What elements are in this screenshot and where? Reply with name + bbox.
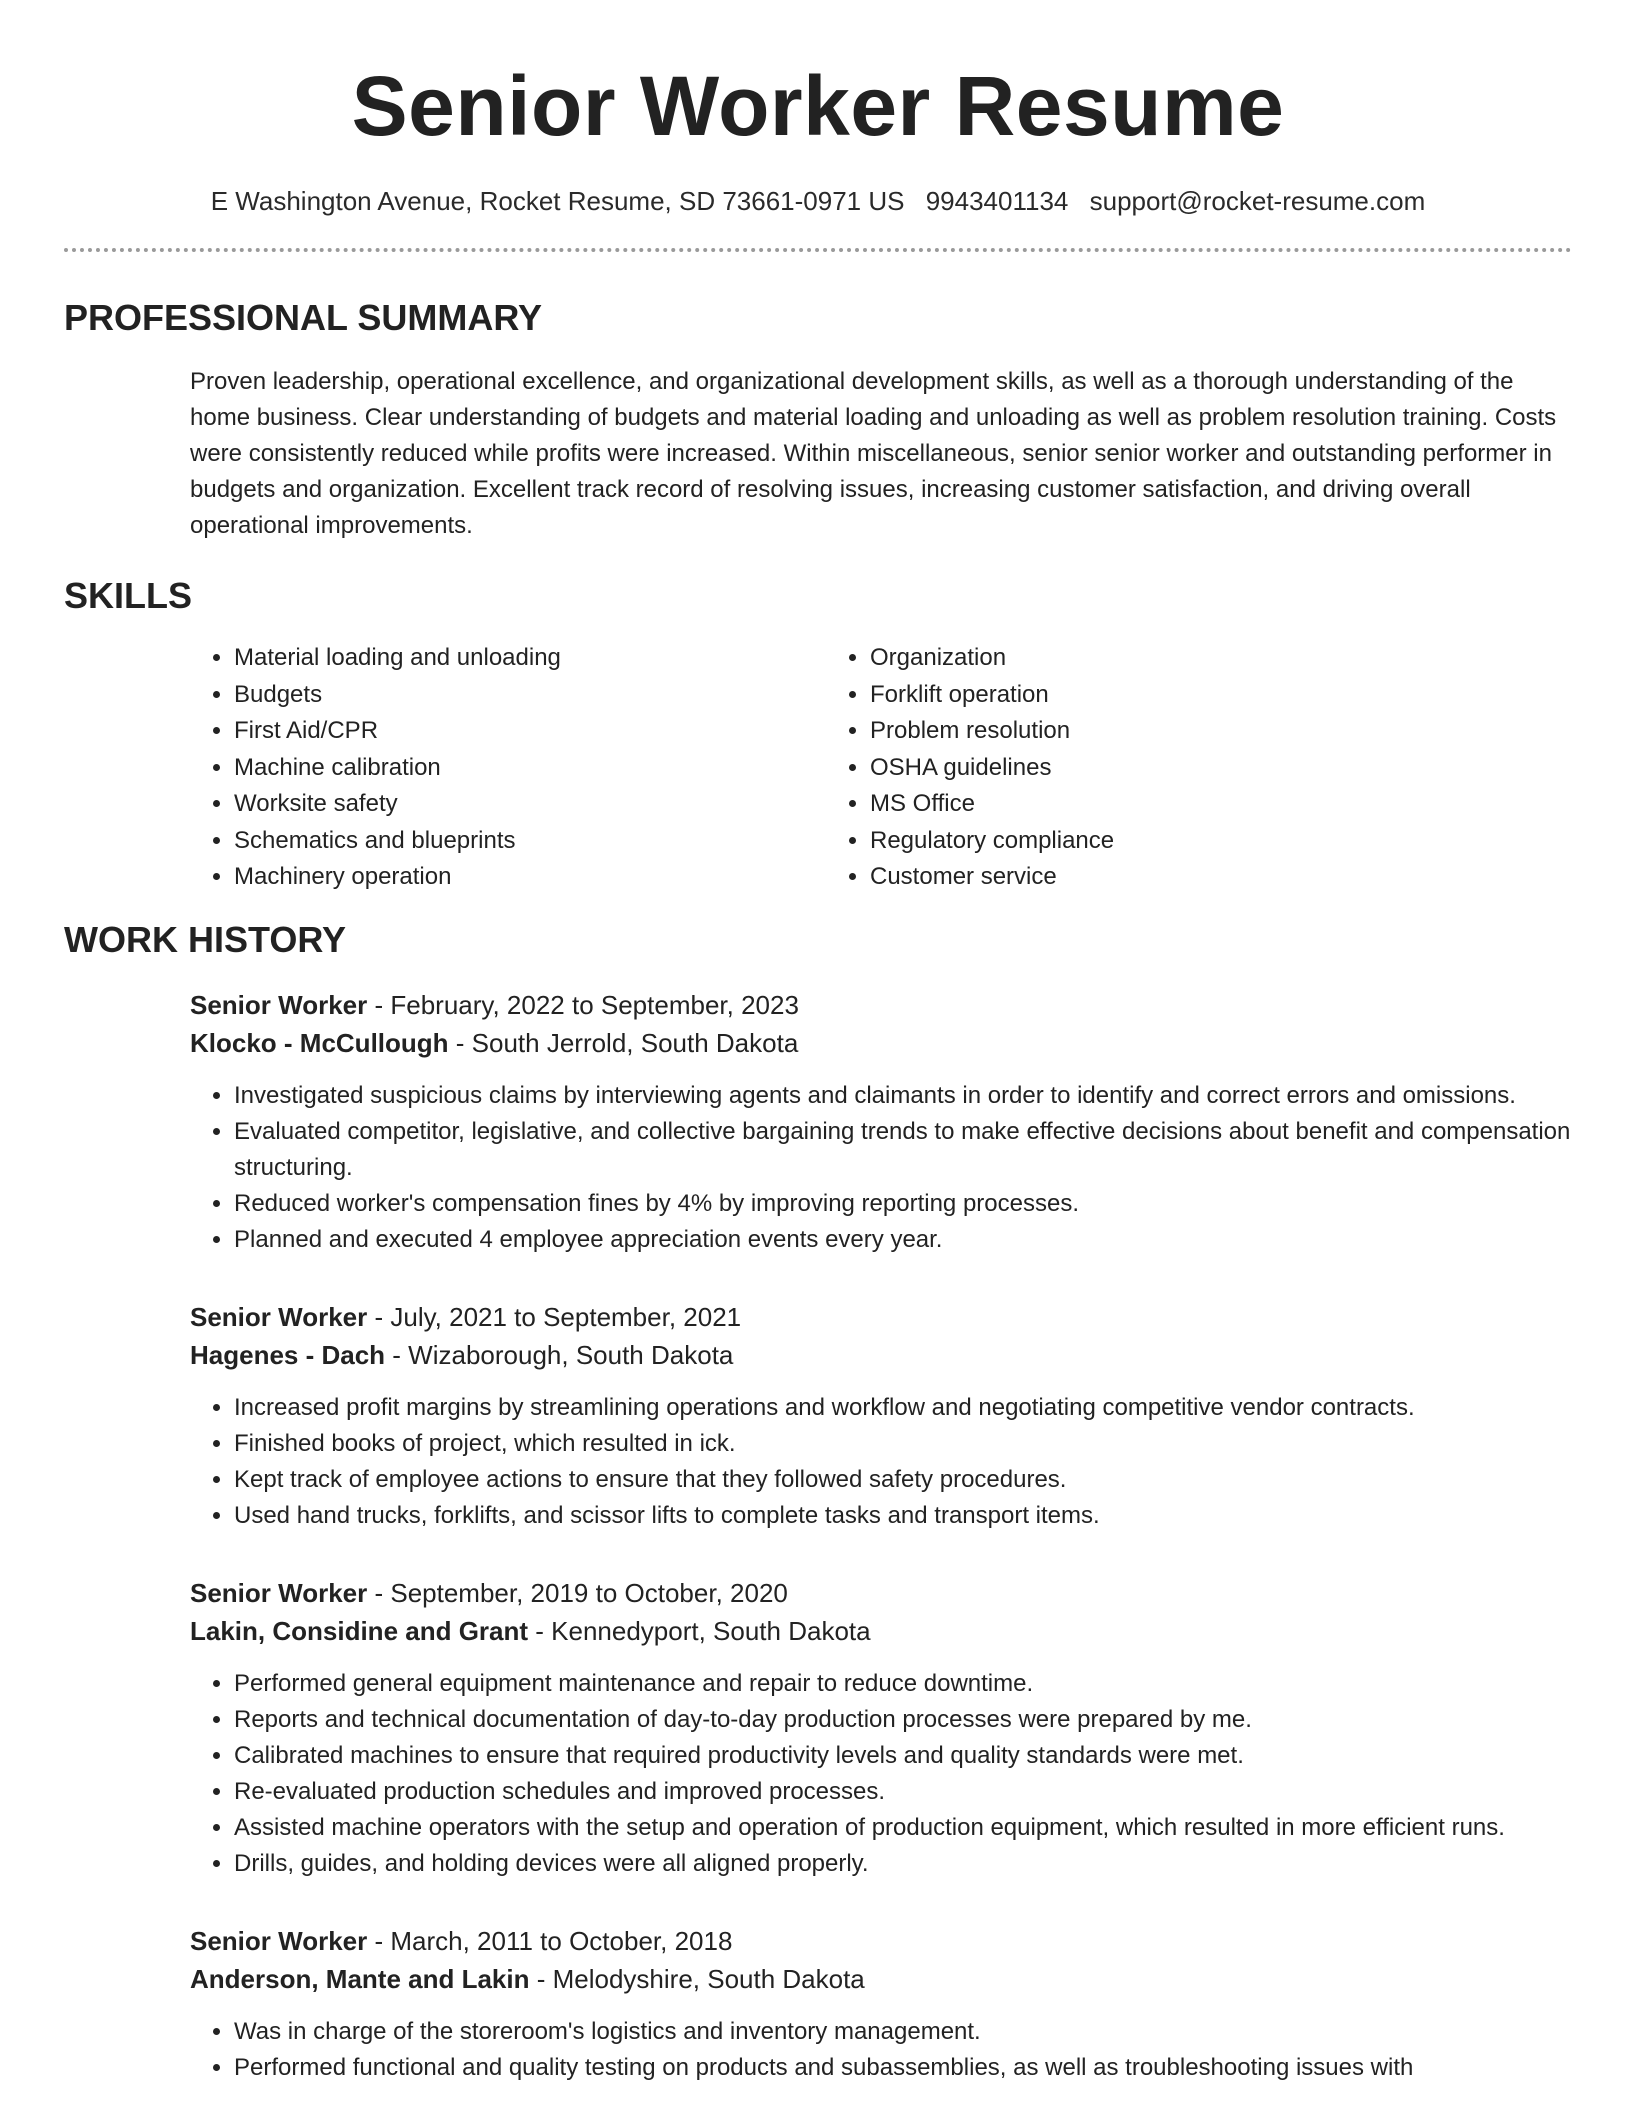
skill-item: • Machinery operation bbox=[234, 859, 826, 896]
skill-item: • Customer service bbox=[870, 859, 1462, 896]
contact-phone: 9943401134 bbox=[925, 186, 1069, 216]
skill-item: • Machine calibration bbox=[234, 750, 826, 787]
job-bullets bbox=[190, 2014, 1572, 2086]
skill-item: • Regulatory compliance bbox=[870, 823, 1462, 860]
contact-address: E Washington Avenue, Rocket Resume, SD 73661-0971 US bbox=[210, 186, 905, 216]
work-history-heading: WORK HISTORY bbox=[64, 918, 347, 960]
job-location: - Melodyshire, South Dakota bbox=[529, 1963, 865, 1994]
job-title-line bbox=[190, 986, 1572, 1024]
skill-item: • MS Office bbox=[870, 786, 1462, 823]
job-company: Hagenes - Dach bbox=[190, 1339, 386, 1370]
job-location: - Kennedyport, South Dakota bbox=[528, 1615, 871, 1646]
job-bullet: • Planned and executed 4 employee appreciation events every year. bbox=[234, 1222, 1572, 1258]
job-entry bbox=[190, 1922, 1572, 2086]
skill-item: • Material loading and unloading bbox=[234, 640, 826, 677]
job-company: Lakin, Considine and Grant bbox=[190, 1615, 529, 1646]
job-title: Senior Worker bbox=[190, 1925, 368, 1956]
skill-item: • First Aid/CPR bbox=[234, 713, 826, 750]
job-location: - South Jerrold, South Dakota bbox=[448, 1027, 799, 1058]
summary-heading: PROFESSIONAL SUMMARY bbox=[64, 297, 543, 338]
job-bullet: • Assisted machine operators with the setup and operation of production equipment, which resulted in more efficient runs. bbox=[234, 1810, 1572, 1846]
job-bullet: • Calibrated machines to ensure that required productivity levels and quality standards were met. bbox=[234, 1738, 1572, 1774]
job-bullet: • Re-evaluated production schedules and improved processes. bbox=[234, 1774, 1572, 1810]
job-dates: - September, 2019 to October, 2020 bbox=[367, 1577, 788, 1608]
resume-title: Senior Worker Resume bbox=[351, 59, 1285, 153]
header-divider bbox=[64, 248, 1572, 252]
job-company-line bbox=[190, 1336, 1572, 1374]
job-bullet: • Drills, guides, and holding devices were all aligned properly. bbox=[234, 1846, 1572, 1882]
job-bullet: • Reduced worker's compensation fines by 4% by improving reporting processes. bbox=[234, 1186, 1572, 1222]
job-bullet: • Investigated suspicious claims by interviewing agents and claimants in order to identify and correct errors and omissions. bbox=[234, 1078, 1572, 1114]
job-bullet: • Used hand trucks, forklifts, and scissor lifts to complete tasks and transport items. bbox=[234, 1498, 1572, 1534]
job-location: - Wizaborough, South Dakota bbox=[385, 1339, 734, 1370]
skills-column-left bbox=[190, 640, 826, 896]
job-dates: - March, 2011 to October, 2018 bbox=[367, 1925, 733, 1956]
contact-line bbox=[64, 184, 1572, 218]
job-title-line bbox=[190, 1922, 1572, 1960]
job-entry bbox=[190, 1298, 1572, 1534]
job-bullet: • Was in charge of the storeroom's logistics and inventory management. bbox=[234, 2014, 1572, 2050]
skills-list bbox=[190, 640, 1572, 896]
job-dates: - July, 2021 to September, 2021 bbox=[367, 1301, 742, 1332]
job-bullet: • Performed functional and quality testing on products and subassemblies, as well as troubleshooting issues with bbox=[234, 2050, 1572, 2086]
skill-item: • Forklift operation bbox=[870, 677, 1462, 714]
job-company-line bbox=[190, 1612, 1572, 1650]
work-history-list bbox=[190, 986, 1572, 2086]
skill-item: • Organization bbox=[870, 640, 1462, 677]
job-bullet: • Finished books of project, which resulted in ick. bbox=[234, 1426, 1572, 1462]
job-title: Senior Worker bbox=[190, 1577, 368, 1608]
job-bullets bbox=[190, 1078, 1572, 1258]
job-entry bbox=[190, 1574, 1572, 1882]
job-title-line bbox=[190, 1298, 1572, 1336]
contact-email: support@rocket-resume.com bbox=[1089, 186, 1426, 216]
skills-column-right bbox=[826, 640, 1462, 896]
job-company-line bbox=[190, 1960, 1572, 1998]
job-title: Senior Worker bbox=[190, 1301, 368, 1332]
job-company-line bbox=[190, 1024, 1572, 1062]
job-dates: - February, 2022 to September, 2023 bbox=[367, 989, 799, 1020]
job-entry bbox=[190, 986, 1572, 1258]
skill-item: • Budgets bbox=[234, 677, 826, 714]
skill-item: • Problem resolution bbox=[870, 713, 1462, 750]
job-title-line bbox=[190, 1574, 1572, 1612]
job-company: Klocko - McCullough bbox=[190, 1027, 449, 1058]
skill-item: • Worksite safety bbox=[234, 786, 826, 823]
job-bullet: • Kept track of employee actions to ensure that they followed safety procedures. bbox=[234, 1462, 1572, 1498]
skills-heading: SKILLS bbox=[64, 575, 193, 616]
job-bullet: • Performed general equipment maintenance and repair to reduce downtime. bbox=[234, 1666, 1572, 1702]
job-bullet: • Increased profit margins by streamlining operations and workflow and negotiating competitive vendor contracts. bbox=[234, 1390, 1572, 1426]
job-bullet: • Evaluated competitor, legislative, and collective bargaining trends to make effective decisions about benefit and compensation structuring. bbox=[234, 1114, 1572, 1186]
skill-item: • OSHA guidelines bbox=[870, 750, 1462, 787]
skill-item: • Schematics and blueprints bbox=[234, 823, 826, 860]
job-bullets bbox=[190, 1390, 1572, 1534]
summary-text: Proven leadership, operational excellence, and organizational development skills, as well as a thorough understanding of the home business. Clear understanding of budgets and material loading and unloading as well as problem resolution training. Costs were consistently reduced while profits were increased. Within miscellaneous, senior senior worker and outstanding performer in budgets and organization. Excellent track record of resolving issues, increasing customer satisfaction, and driving overall operational improvements. bbox=[190, 368, 1557, 539]
job-bullet: • Reports and technical documentation of day-to-day production processes were prepared by me. bbox=[234, 1702, 1572, 1738]
job-company: Anderson, Mante and Lakin bbox=[190, 1963, 530, 1994]
resume-page bbox=[64, 0, 1572, 2086]
job-title: Senior Worker bbox=[190, 989, 368, 1020]
job-bullets bbox=[190, 1666, 1572, 1882]
